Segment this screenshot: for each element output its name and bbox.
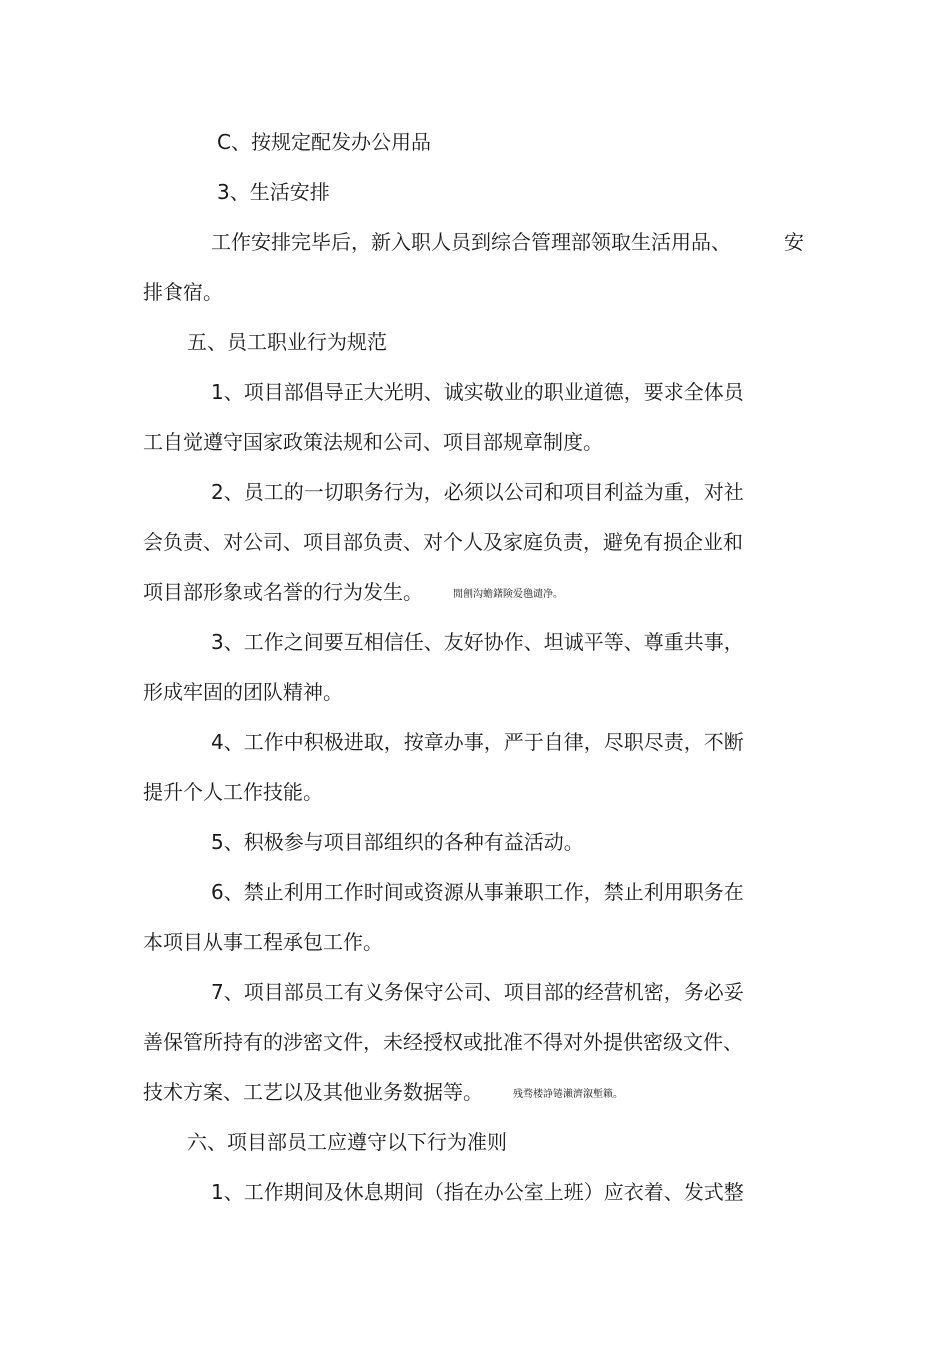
paragraph-line: 工自觉遵守国家政策法规和公司、项目部规章制度。 (143, 430, 603, 454)
paragraph-line: 本项目从事工程承包工作。 (143, 930, 383, 954)
paragraph-text: 项目部形象或名誉的行为发生。 (143, 580, 423, 604)
list-item-c: C、按规定配发办公用品 (217, 130, 431, 154)
paragraph-line: 形成牢固的团队精神。 (143, 680, 343, 704)
paragraph-line: 善保管所持有的涉密文件，未经授权或批准不得对外提供密级文件、 (143, 1030, 743, 1054)
paragraph-line (143, 579, 563, 605)
paragraph-line: 1、工作期间及休息期间（指在办公室上班）应衣着、发式整 (211, 1180, 744, 1204)
paragraph-line: 安 (784, 230, 804, 254)
paragraph-line: 3、工作之间要互相信任、友好协作、坦诚平等、尊重共事， (211, 630, 744, 654)
paragraph-line: 1、项目部倡导正大光明、诚实敬业的职业道德，要求全体员 (211, 380, 744, 404)
paragraph-line: 会负责、对公司、项目部负责、对个人及家庭负责，避免有损企业和 (143, 530, 743, 554)
paragraph-line: 6、禁止利用工作时间或资源从事兼职工作，禁止利用职务在 (211, 880, 744, 904)
paragraph-line: 工作安排完毕后，新入职人员到综合管理部领取生活用品、 (211, 230, 731, 254)
section-heading-6: 六、项目部员工应遵守以下行为准则 (187, 1130, 507, 1154)
paragraph-line (143, 1079, 623, 1105)
section-heading-5: 五、员工职业行为规范 (187, 330, 387, 354)
noise-text: 閒劊沟蟾鐯険爱氇谴净。 (453, 589, 563, 600)
paragraph-line: 提升个人工作技能。 (143, 780, 323, 804)
paragraph-line: 4、工作中积极进取，按章办事，严于自律，尽职尽责，不断 (211, 730, 744, 754)
paragraph-line: 7、项目部员工有义务保守公司、项目部的经营机密，务必妥 (211, 980, 744, 1004)
paragraph-line: 排食宿。 (143, 280, 223, 304)
noise-text: 残骛楼諍锩瀨濟溆塹籟。 (513, 1089, 623, 1100)
paragraph-line: 5、积极参与项目部组织的各种有益活动。 (211, 830, 584, 854)
paragraph-line: 2、员工的一切职务行为，必须以公司和项目利益为重，对社 (211, 480, 744, 504)
list-item-3-life-arrangement: 3、生活安排 (217, 180, 330, 204)
paragraph-text: 技术方案、工艺以及其他业务数据等。 (143, 1080, 483, 1104)
